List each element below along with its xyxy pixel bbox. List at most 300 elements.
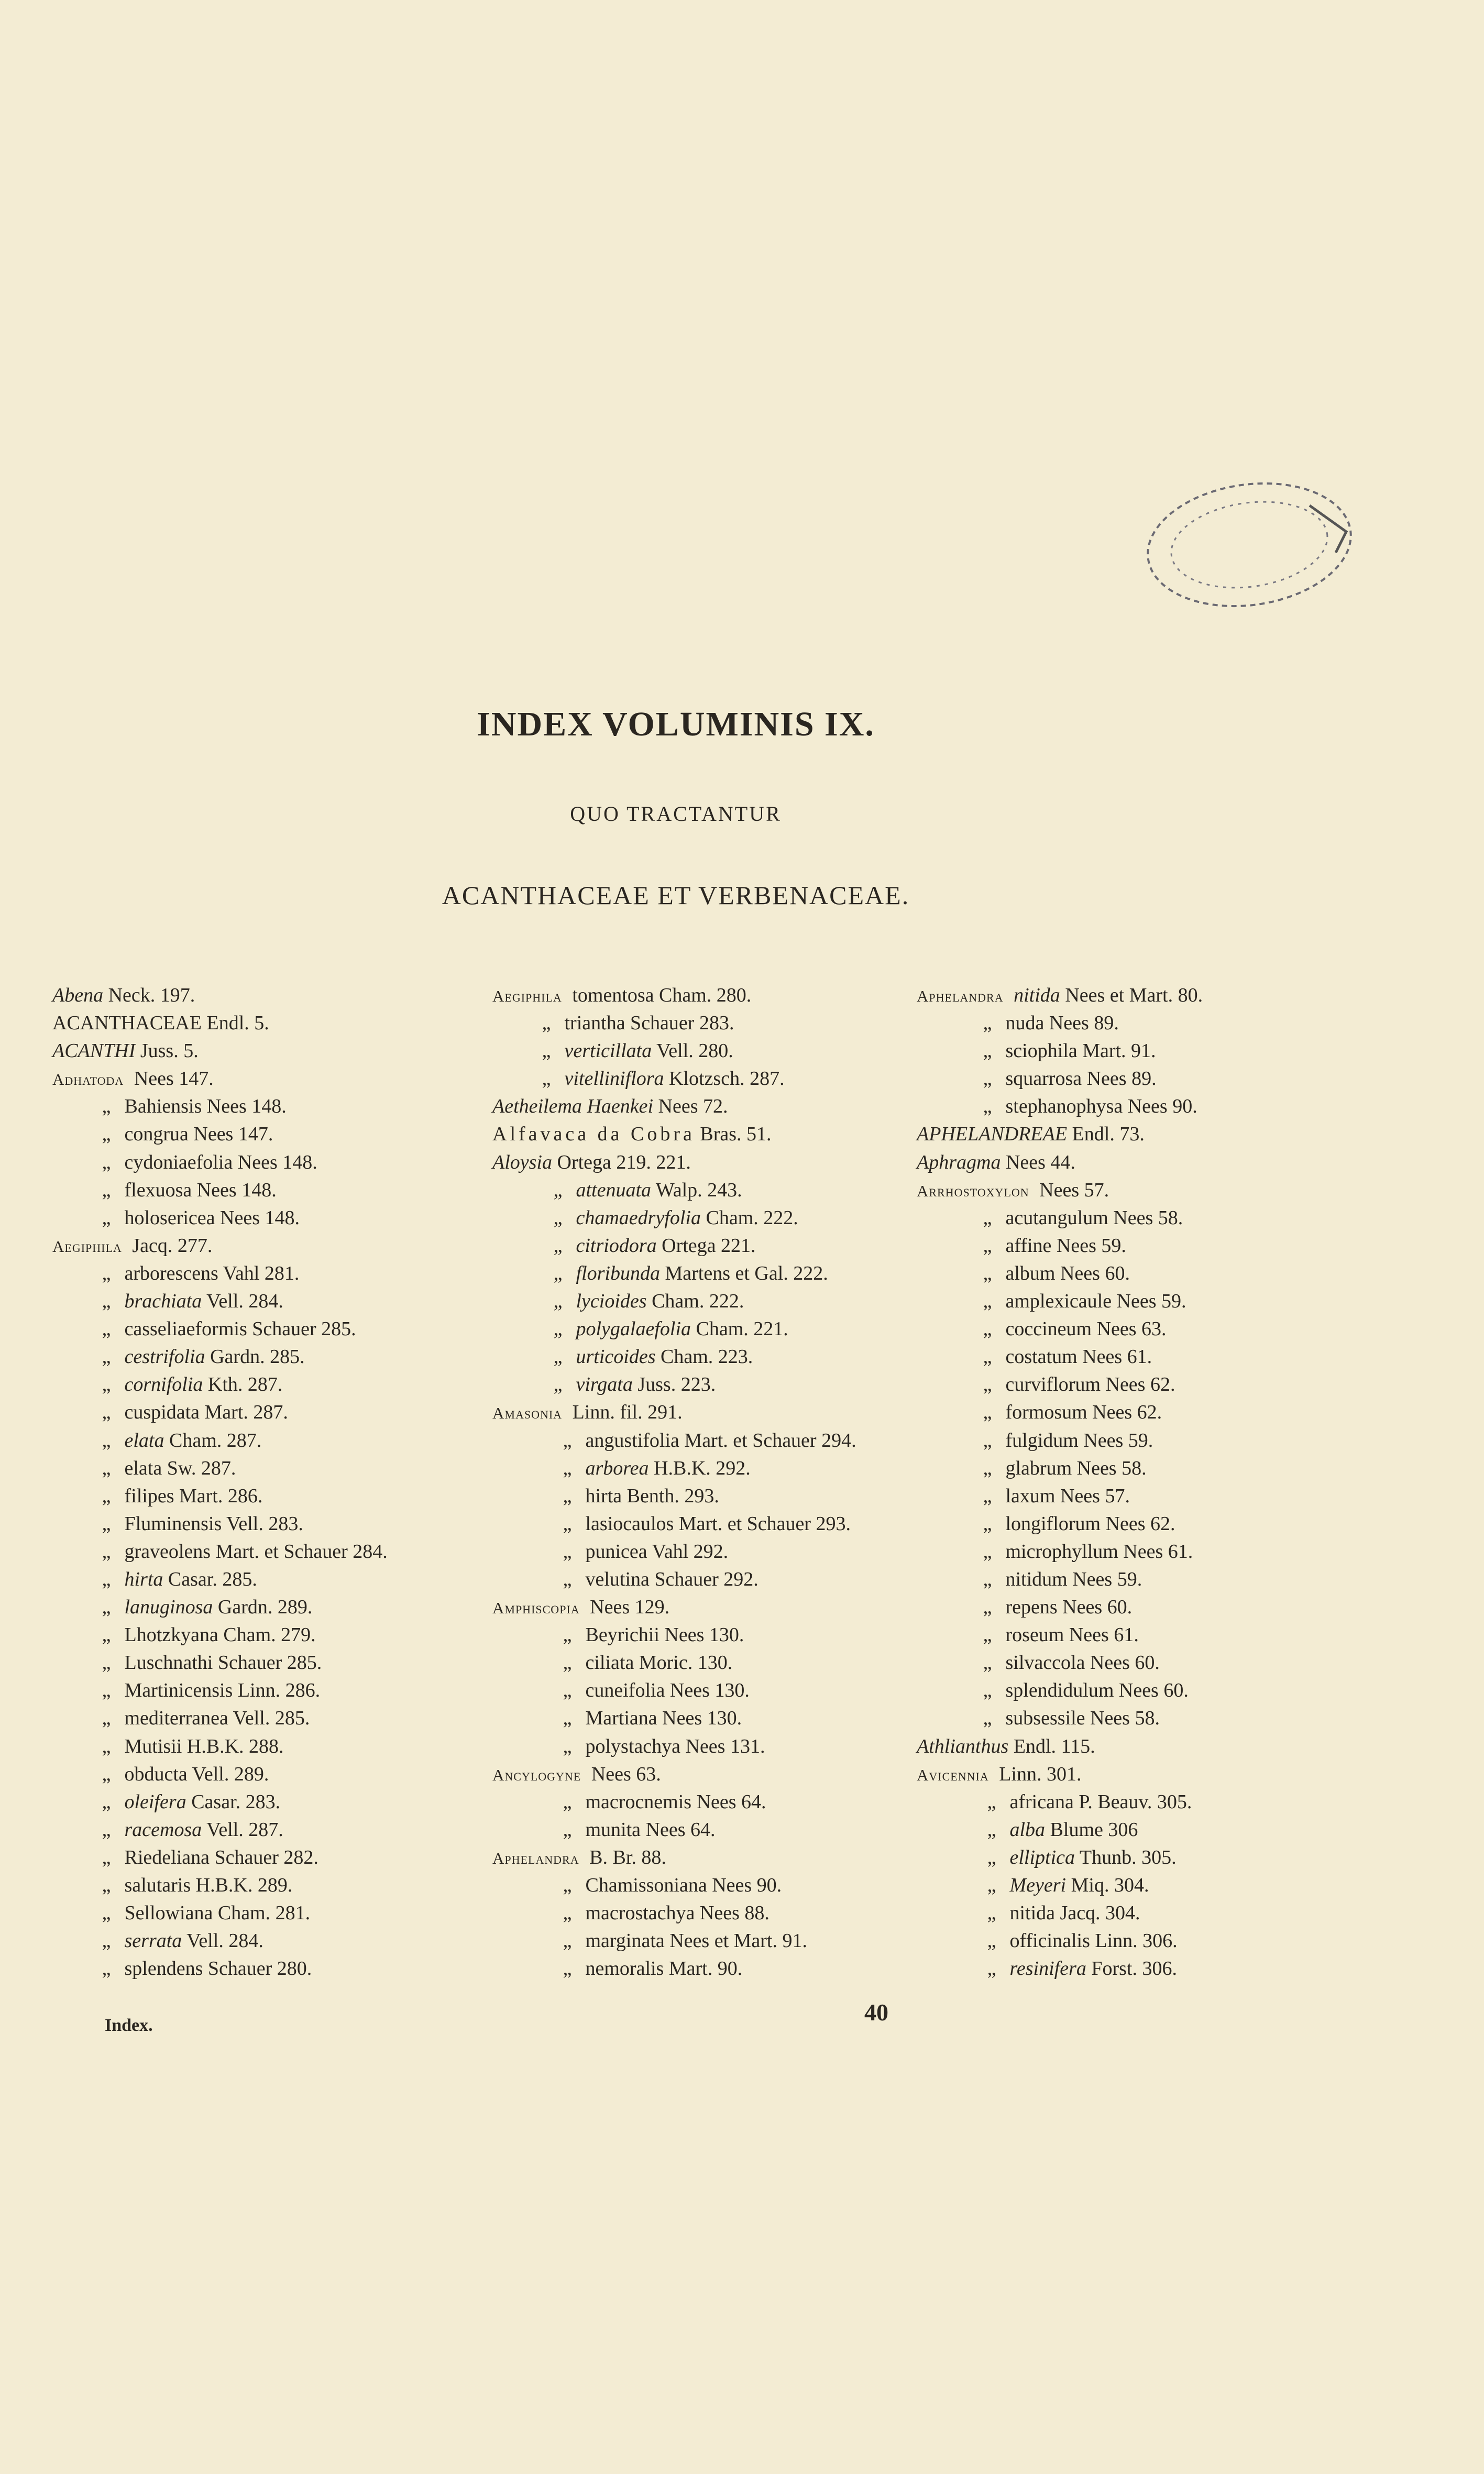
entry-text: Nees 72. <box>658 1095 728 1118</box>
index-entry <box>52 1232 471 1260</box>
ditto-mark: „ <box>563 1902 572 1925</box>
entry-genus: Aphelandra <box>492 1849 579 1867</box>
entry-species: citriodora <box>576 1234 657 1257</box>
index-entry <box>492 1621 911 1649</box>
entry-text: Bahiensis Nees 148. <box>124 1095 287 1118</box>
entry-text: officinalis Linn. 306. <box>1009 1930 1178 1952</box>
index-entry <box>917 1844 1315 1872</box>
entry-text: Vell. 280. <box>656 1040 733 1062</box>
index-entry <box>917 1371 1315 1399</box>
entry-text: Cham. 221. <box>696 1318 788 1340</box>
index-entry <box>492 982 911 1009</box>
entry-text: formosum Nees 62. <box>1005 1401 1162 1424</box>
ditto-mark: „ <box>553 1179 563 1201</box>
ditto-mark: „ <box>983 1318 992 1340</box>
entry-species: oleifera <box>124 1790 186 1813</box>
index-entry <box>52 1176 471 1204</box>
entry-species: cornifolia <box>124 1373 203 1396</box>
entry-text: filipes Mart. 286. <box>124 1485 263 1507</box>
ditto-mark: „ <box>102 1930 111 1952</box>
entry-text: elata Sw. 287. <box>124 1457 236 1479</box>
ditto-mark: „ <box>563 1790 572 1813</box>
entry-text: Endl. 73. <box>1072 1123 1145 1146</box>
ditto-mark: „ <box>102 1596 111 1619</box>
index-entry <box>492 1788 911 1816</box>
entry-text: casseliaeformis Schauer 285. <box>124 1318 356 1340</box>
ditto-mark: „ <box>102 1401 111 1424</box>
ditto-mark: „ <box>102 1206 111 1229</box>
ditto-mark: „ <box>983 1234 992 1257</box>
ditto-mark: „ <box>563 1958 572 1980</box>
entry-text: cuspidata Mart. 287. <box>124 1401 288 1424</box>
entry-text: angustifolia Mart. et Schauer 294. <box>585 1429 856 1452</box>
index-entry <box>52 1677 471 1705</box>
index-entry <box>52 1649 471 1677</box>
index-entry <box>52 1538 471 1566</box>
entry-text: macrocnemis Nees 64. <box>585 1790 766 1813</box>
index-entry <box>917 1343 1315 1371</box>
index-entry <box>492 1455 911 1482</box>
entry-species: attenuata <box>576 1179 652 1201</box>
ditto-mark: „ <box>102 1512 111 1535</box>
index-entry <box>52 1927 471 1955</box>
entry-text: amplexicaule Nees 59. <box>1005 1290 1186 1313</box>
entry-text: glabrum Nees 58. <box>1005 1457 1147 1479</box>
entry-genus: Adhatoda <box>52 1070 124 1089</box>
entry-genus: Aetheilema Haenkei <box>492 1095 654 1118</box>
index-entry <box>917 1761 1315 1788</box>
entry-species: resinifera <box>1009 1958 1086 1980</box>
entry-text: H.B.K. 292. <box>654 1457 751 1479</box>
index-entry <box>52 1149 471 1176</box>
entry-species: nitida <box>1014 984 1060 1006</box>
entry-species: lanuginosa <box>124 1596 213 1619</box>
entry-species: chamaedryfolia <box>576 1206 701 1229</box>
ditto-mark: „ <box>983 1346 992 1368</box>
entry-genus: Avicennia <box>917 1765 989 1784</box>
index-entry <box>917 1065 1315 1093</box>
entry-text: squarrosa Nees 89. <box>1005 1068 1157 1090</box>
ditto-mark: „ <box>102 1485 111 1507</box>
index-entry <box>917 1232 1315 1260</box>
entry-text: Riedeliana Schauer 282. <box>124 1846 318 1868</box>
entry-text: tomentosa Cham. 280. <box>572 984 752 1006</box>
ditto-mark: „ <box>983 1457 992 1479</box>
ditto-mark: „ <box>553 1373 563 1396</box>
ditto-mark: „ <box>102 1290 111 1313</box>
entry-species: floribunda <box>576 1262 660 1284</box>
index-entry <box>52 1343 471 1371</box>
entry-text: Ortega 219. 221. <box>557 1151 691 1173</box>
entry-species: racemosa <box>124 1818 202 1841</box>
entry-text: Casar. 285. <box>168 1568 257 1590</box>
ditto-mark: „ <box>983 1262 992 1284</box>
ditto-mark: „ <box>987 1958 996 1980</box>
index-entry <box>52 1315 471 1343</box>
ditto-mark: „ <box>542 1040 551 1062</box>
entry-text: Nees 147. <box>134 1068 214 1090</box>
index-entry <box>492 1649 911 1677</box>
index-entry <box>917 1009 1315 1037</box>
ditto-mark: „ <box>987 1846 996 1868</box>
entry-text: Gardn. 285. <box>210 1346 305 1368</box>
ditto-mark: „ <box>983 1568 992 1590</box>
entry-text: Casar. 283. <box>191 1790 281 1813</box>
entry-text: Luschnathi Schauer 285. <box>124 1652 322 1674</box>
entry-text: Linn. fil. 291. <box>572 1401 683 1424</box>
index-entry <box>917 1705 1315 1732</box>
entry-text: acutangulum Nees 58. <box>1005 1206 1183 1229</box>
entry-text: Cham. 287. <box>169 1429 262 1452</box>
ditto-mark: „ <box>983 1679 992 1702</box>
index-entry <box>492 1538 911 1566</box>
index-entry <box>492 1120 911 1148</box>
index-entry <box>917 1510 1315 1538</box>
index-entry <box>917 1427 1315 1455</box>
index-entry <box>917 1566 1315 1593</box>
ditto-mark: „ <box>102 1318 111 1340</box>
entry-text: nemoralis Mart. 90. <box>585 1958 743 1980</box>
ditto-mark: „ <box>102 1346 111 1368</box>
index-entry <box>492 1343 911 1371</box>
ditto-mark: „ <box>542 1012 551 1035</box>
index-entry <box>52 1065 471 1093</box>
entry-text: Bras. 51. <box>700 1123 772 1146</box>
index-entry <box>492 1510 911 1538</box>
entry-text: ciliata Moric. 130. <box>585 1652 733 1674</box>
index-entry <box>917 1455 1315 1482</box>
index-entry <box>492 1872 911 1899</box>
entry-text: repens Nees 60. <box>1005 1596 1133 1619</box>
ditto-mark: „ <box>987 1930 996 1952</box>
ditto-mark: „ <box>983 1012 992 1035</box>
ditto-mark: „ <box>563 1485 572 1507</box>
ditto-mark: „ <box>563 1818 572 1841</box>
index-entry <box>917 1288 1315 1315</box>
entry-text: velutina Schauer 292. <box>585 1568 759 1590</box>
index-entry <box>52 1093 471 1120</box>
entry-species: urticoides <box>576 1346 656 1368</box>
entry-text: Martens et Gal. 222. <box>665 1262 828 1284</box>
entry-genus: Aphelandra <box>917 987 1004 1005</box>
entry-species: cestrifolia <box>124 1346 205 1368</box>
index-entry <box>917 1955 1315 1983</box>
entry-text: punicea Vahl 292. <box>585 1540 729 1563</box>
index-entry <box>52 1009 471 1037</box>
families-heading: ACANTHACEAE ET VERBENACEAE. <box>442 881 910 910</box>
index-entry <box>52 1872 471 1899</box>
ditto-mark: „ <box>102 1123 111 1146</box>
entry-genus: Aegiphila <box>492 987 562 1005</box>
entry-text: Walp. 243. <box>655 1179 742 1201</box>
entry-text: polystachya Nees 131. <box>585 1735 765 1757</box>
entry-text: Jacq. 277. <box>132 1234 213 1257</box>
entry-text: Thunb. 305. <box>1079 1846 1177 1868</box>
ditto-mark: „ <box>983 1068 992 1090</box>
entry-text: Sellowiana Cham. 281. <box>124 1902 311 1925</box>
ditto-mark: „ <box>983 1429 992 1452</box>
index-entry <box>917 1677 1315 1705</box>
ditto-mark: „ <box>102 1624 111 1646</box>
entry-text: nitidum Nees 59. <box>1005 1568 1142 1590</box>
entry-species: alba <box>1009 1818 1046 1841</box>
index-entry <box>52 1399 471 1426</box>
index-entry <box>917 1482 1315 1510</box>
ditto-mark: „ <box>983 1624 992 1646</box>
entry-text: congrua Nees 147. <box>124 1123 273 1146</box>
index-entry <box>917 1037 1315 1065</box>
entry-genus: Amasonia <box>492 1404 563 1423</box>
ditto-mark: „ <box>102 1540 111 1563</box>
index-entry <box>52 1788 471 1816</box>
ditto-mark: „ <box>563 1512 572 1535</box>
index-entry <box>917 1399 1315 1426</box>
index-entry <box>492 1176 911 1204</box>
entry-text: nuda Nees 89. <box>1005 1012 1119 1035</box>
index-entry <box>52 1955 471 1983</box>
ditto-mark: „ <box>563 1624 572 1646</box>
entry-text: Neck. 197. <box>108 984 195 1006</box>
index-entry <box>917 1621 1315 1649</box>
index-entry <box>492 1260 911 1288</box>
entry-species: verticillata <box>564 1040 652 1062</box>
ditto-mark: „ <box>102 1568 111 1590</box>
entry-text: hirta Benth. 293. <box>585 1485 719 1507</box>
index-entry <box>917 982 1315 1009</box>
entry-genus: Aloysia <box>492 1151 552 1173</box>
entry-text: splendidulum Nees 60. <box>1005 1679 1189 1702</box>
index-entry <box>52 1120 471 1148</box>
page-number: 40 <box>864 1999 888 2026</box>
entry-text: Juss. 223. <box>637 1373 716 1396</box>
entry-text: Endl. 5. <box>206 1012 269 1035</box>
index-entry <box>492 1093 911 1120</box>
ditto-mark: „ <box>102 1763 111 1785</box>
ditto-mark: „ <box>563 1652 572 1674</box>
index-entry <box>492 1482 911 1510</box>
entry-text: Nees et Mart. 80. <box>1065 984 1203 1006</box>
entry-text: nitida Jacq. 304. <box>1009 1902 1140 1925</box>
ditto-mark: „ <box>102 1373 111 1396</box>
entry-text: longiflorum Nees 62. <box>1005 1512 1175 1535</box>
entry-text: Nees 57. <box>1039 1179 1109 1201</box>
index-entry <box>917 1899 1315 1927</box>
index-column-2 <box>492 982 911 1983</box>
entry-text: Nees 63. <box>591 1763 661 1785</box>
index-entry <box>52 982 471 1009</box>
entry-text: stephanophysa Nees 90. <box>1005 1095 1197 1118</box>
index-entry <box>492 1149 911 1176</box>
entry-text: splendens Schauer 280. <box>124 1958 312 1980</box>
ditto-mark: „ <box>983 1707 992 1730</box>
entry-species: elliptica <box>1009 1846 1075 1868</box>
ditto-mark: „ <box>987 1874 996 1896</box>
ditto-mark: „ <box>563 1540 572 1563</box>
entry-text: Mutisii H.B.K. 288. <box>124 1735 284 1757</box>
index-entry <box>52 1037 471 1065</box>
entry-text: salutaris H.B.K. 289. <box>124 1874 293 1896</box>
entry-species: vitelliniflora <box>564 1068 664 1090</box>
index-entry <box>492 1816 911 1844</box>
index-entry <box>52 1260 471 1288</box>
ditto-mark: „ <box>563 1707 572 1730</box>
index-entry <box>52 1593 471 1621</box>
footer-label: Index. <box>105 2016 153 2035</box>
entry-text: fulgidum Nees 59. <box>1005 1429 1153 1452</box>
entry-species: serrata <box>124 1930 182 1952</box>
entry-text: Klotzsch. 287. <box>668 1068 785 1090</box>
index-entry <box>492 1844 911 1872</box>
ditto-mark: „ <box>983 1040 992 1062</box>
index-entry <box>917 1149 1315 1176</box>
entry-text: cydoniaefolia Nees 148. <box>124 1151 317 1173</box>
entry-species: polygalaefolia <box>576 1318 691 1340</box>
index-entry <box>52 1761 471 1788</box>
ditto-mark: „ <box>542 1068 551 1090</box>
ditto-mark: „ <box>102 1457 111 1479</box>
entry-text: Lhotzkyana Cham. 279. <box>124 1624 316 1646</box>
ditto-mark: „ <box>983 1485 992 1507</box>
entry-species: lycioides <box>576 1290 647 1313</box>
entry-text: Gardn. 289. <box>217 1596 313 1619</box>
index-entry <box>917 1204 1315 1232</box>
ditto-mark: „ <box>983 1290 992 1313</box>
index-entry <box>492 1593 911 1621</box>
ditto-mark: „ <box>102 1735 111 1757</box>
entry-genus: Arrhostoxylon <box>917 1181 1029 1200</box>
ditto-mark: „ <box>563 1735 572 1757</box>
ditto-mark: „ <box>102 1818 111 1841</box>
entry-text: Martinicensis Linn. 286. <box>124 1679 321 1702</box>
entry-text: munita Nees 64. <box>585 1818 716 1841</box>
index-entry <box>52 1733 471 1761</box>
index-entry <box>52 1705 471 1732</box>
index-entry <box>917 1315 1315 1343</box>
ditto-mark: „ <box>983 1206 992 1229</box>
index-entry <box>492 1065 911 1093</box>
ditto-mark: „ <box>102 1790 111 1813</box>
index-entry <box>492 1315 911 1343</box>
entry-species: virgata <box>576 1373 633 1396</box>
entry-genus: Aphragma <box>917 1151 1001 1173</box>
entry-genus: Amphiscopia <box>492 1599 580 1618</box>
ditto-mark: „ <box>553 1346 563 1368</box>
entry-genus: ACANTHI <box>52 1040 136 1062</box>
entry-text: Kth. 287. <box>207 1373 283 1396</box>
entry-text: Cham. 222. <box>652 1290 744 1313</box>
index-entry <box>917 1927 1315 1955</box>
entry-text: Martiana Nees 130. <box>585 1707 742 1730</box>
entry-genus: Athlianthus <box>917 1735 1009 1757</box>
ditto-mark: „ <box>102 1874 111 1896</box>
index-entry <box>52 1510 471 1538</box>
entry-text: flexuosa Nees 148. <box>124 1179 277 1201</box>
entry-text: Vell. 284. <box>186 1930 263 1952</box>
entry-text: coccineum Nees 63. <box>1005 1318 1167 1340</box>
index-entry <box>492 1288 911 1315</box>
entry-text: Cham. 222. <box>706 1206 798 1229</box>
index-entry <box>492 1761 911 1788</box>
ditto-mark: „ <box>102 1707 111 1730</box>
index-entry <box>917 1260 1315 1288</box>
entry-text: curviflorum Nees 62. <box>1005 1373 1175 1396</box>
entry-text: Miq. 304. <box>1071 1874 1149 1896</box>
ditto-mark: „ <box>563 1930 572 1952</box>
index-entry <box>52 1844 471 1872</box>
ditto-mark: „ <box>102 1958 111 1980</box>
index-entry <box>492 1955 911 1983</box>
entry-text: cuneifolia Nees 130. <box>585 1679 750 1702</box>
index-entry <box>492 1009 911 1037</box>
index-entry <box>492 1927 911 1955</box>
ditto-mark: „ <box>553 1234 563 1257</box>
entry-text: Chamissoniana Nees 90. <box>585 1874 782 1896</box>
ditto-mark: „ <box>102 1429 111 1452</box>
ditto-mark: „ <box>102 1179 111 1201</box>
entry-text: Linn. 301. <box>999 1763 1082 1785</box>
entry-text: Ortega 221. <box>662 1234 756 1257</box>
index-entry <box>492 1232 911 1260</box>
entry-text: Beyrichii Nees 130. <box>585 1624 744 1646</box>
entry-text: Nees 44. <box>1005 1151 1075 1173</box>
index-entry <box>492 1427 911 1455</box>
entry-text: affine Nees 59. <box>1005 1234 1126 1257</box>
entry-text: holosericea Nees 148. <box>124 1206 300 1229</box>
ditto-mark: „ <box>553 1318 563 1340</box>
index-entry <box>917 1733 1315 1761</box>
index-entry <box>917 1788 1315 1816</box>
index-entry <box>917 1120 1315 1148</box>
entry-text: album Nees 60. <box>1005 1262 1130 1284</box>
entry-species: arborea <box>585 1457 649 1479</box>
ditto-mark: „ <box>987 1818 996 1841</box>
ditto-mark: „ <box>983 1095 992 1118</box>
index-entry <box>52 1899 471 1927</box>
index-entry <box>917 1816 1315 1844</box>
entry-species: Meyeri <box>1009 1874 1067 1896</box>
entry-text: obducta Vell. 289. <box>124 1763 269 1785</box>
ditto-mark: „ <box>983 1373 992 1396</box>
index-entry <box>52 1455 471 1482</box>
index-entry <box>492 1037 911 1065</box>
index-entry <box>492 1677 911 1705</box>
entry-text: marginata Nees et Mart. 91. <box>585 1930 807 1952</box>
ditto-mark: „ <box>983 1652 992 1674</box>
entry-genus: Alfavaca da Cobra <box>492 1123 695 1146</box>
entry-text: lasiocaulos Mart. et Schauer 293. <box>585 1512 851 1535</box>
index-entry <box>52 1816 471 1844</box>
entry-text: roseum Nees 61. <box>1005 1624 1139 1646</box>
ditto-mark: „ <box>102 1095 111 1118</box>
index-entry <box>492 1899 911 1927</box>
entry-text: graveolens Mart. et Schauer 284. <box>124 1540 388 1563</box>
entry-text: Vell. 284. <box>206 1290 283 1313</box>
ditto-mark: „ <box>983 1401 992 1424</box>
entry-text: Blume 306 <box>1050 1818 1138 1841</box>
ditto-mark: „ <box>102 1652 111 1674</box>
entry-text: Vell. 287. <box>206 1818 283 1841</box>
entry-genus: ACANTHACEAE <box>52 1012 202 1035</box>
index-entry <box>492 1733 911 1761</box>
index-entry <box>917 1176 1315 1204</box>
library-stamp-icon <box>1137 474 1362 615</box>
index-entry <box>917 1538 1315 1566</box>
index-entry <box>52 1621 471 1649</box>
index-column-3 <box>917 982 1315 1983</box>
ditto-mark: „ <box>553 1206 563 1229</box>
entry-text: Endl. 115. <box>1013 1735 1095 1757</box>
index-entry <box>492 1204 911 1232</box>
